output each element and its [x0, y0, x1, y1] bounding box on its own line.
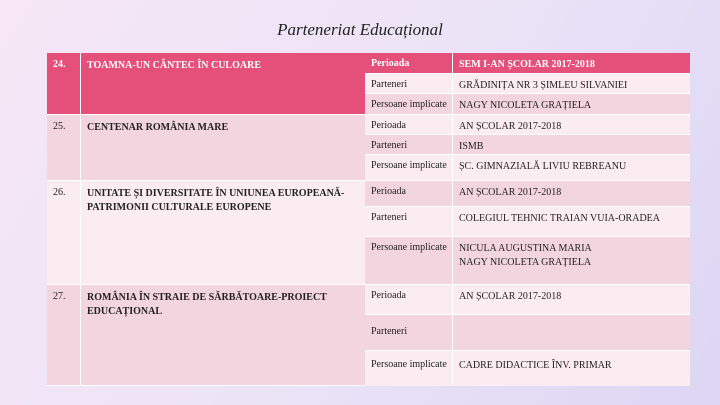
page-title: Parteneriat Educațional — [277, 20, 443, 39]
detail-label: Persoane implicate — [365, 351, 453, 386]
project-name: CENTENAR ROMÂNIA MARE — [87, 122, 229, 133]
details-column — [365, 53, 690, 386]
project-name: TOAMNA-UN CÂNTEC ÎN CULOARE — [87, 60, 261, 71]
project-number: 25. — [47, 115, 81, 180]
detail-label: Persoane implicate — [365, 94, 453, 114]
detail-row — [365, 237, 690, 285]
partnership-table — [47, 53, 690, 386]
detail-label: Perioada — [365, 285, 453, 314]
detail-row — [365, 155, 690, 181]
detail-label: Parteneri — [365, 315, 453, 350]
detail-value: GRĂDINIȚA NR 3 ȘIMLEU SILVANIEI — [459, 80, 628, 91]
detail-label: Persoane implicate — [365, 155, 453, 180]
detail-value: ISMB — [459, 141, 484, 152]
detail-value — [453, 315, 690, 350]
detail-row — [365, 285, 690, 315]
project-row-25 — [47, 115, 365, 181]
detail-value: COLEGIUL TEHNIC TRAIAN VUIA-ORADEA — [459, 213, 661, 224]
project-row-24 — [47, 53, 365, 115]
project-row-27 — [47, 285, 365, 386]
detail-value: AN ȘCOLAR 2017-2018 — [459, 291, 562, 302]
detail-row — [365, 74, 690, 94]
detail-row — [365, 351, 690, 386]
detail-label: Parteneri — [365, 207, 453, 236]
project-number: 24. — [47, 53, 81, 114]
detail-row — [365, 115, 690, 135]
detail-label: Parteneri — [365, 74, 453, 93]
detail-row — [365, 53, 690, 74]
detail-label: Perioada — [365, 115, 453, 134]
detail-row — [365, 315, 690, 351]
detail-label: Perioada — [365, 53, 453, 73]
detail-row — [365, 135, 690, 155]
detail-row — [365, 181, 690, 207]
detail-value — [453, 237, 690, 284]
projects-column — [47, 53, 365, 386]
detail-value: ȘC. GIMNAZIALĂ LIVIU REBREANU — [459, 161, 627, 172]
detail-value: AN ȘCOLAR 2017-2018 — [459, 121, 562, 132]
detail-label: Perioada — [365, 181, 453, 206]
detail-value: SEM I-AN ȘCOLAR 2017-2018 — [459, 59, 595, 70]
detail-value: CADRE DIDACTICE ÎNV. PRIMAR — [459, 360, 612, 371]
project-number: 26. — [47, 181, 81, 284]
detail-row — [365, 94, 690, 115]
project-number: 27. — [47, 285, 81, 385]
project-name: ROMÂNIA ÎN STRAIE DE SĂRBĂTOARE-PROIECT EDUCAȚIONAL — [87, 292, 327, 317]
detail-value-line: NICULA AUGUSTINA MARIA — [459, 243, 592, 254]
detail-value: NAGY NICOLETA GRAȚIELA — [459, 100, 592, 111]
project-name: UNITATE ȘI DIVERSITATE ÎN UNIUNEA EUROPEANĂ-PATRIMONII CULTURALE EUROPENE — [87, 188, 345, 213]
detail-value: AN ȘCOLAR 2017-2018 — [459, 187, 562, 198]
detail-label: Persoane implicate — [365, 237, 453, 284]
detail-label: Parteneri — [365, 135, 453, 154]
project-row-26 — [47, 181, 365, 285]
detail-row — [365, 207, 690, 237]
detail-value-line: NAGY NICOLETA GRAȚIELA — [459, 257, 592, 268]
